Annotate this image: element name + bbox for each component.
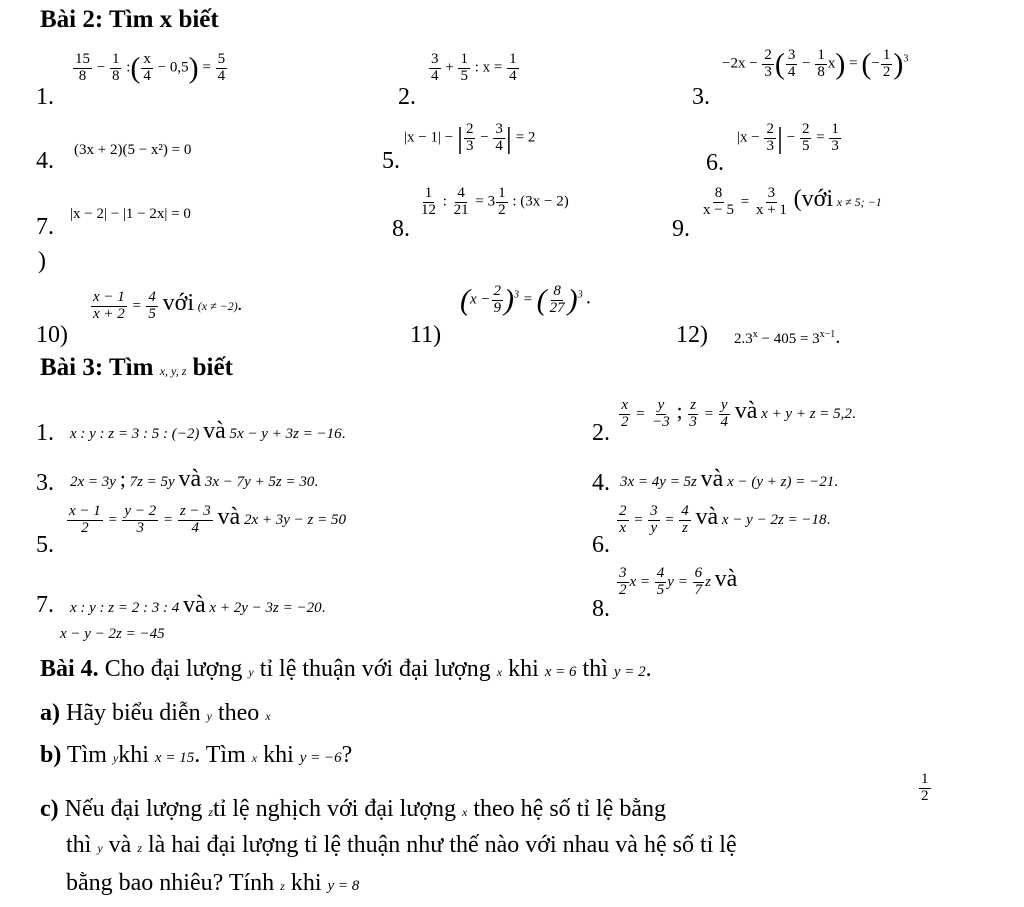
equation-2-6: |x − $\frac{2}{3}$ | − $\frac{2}{5}$ = $\frac{1}{3}$ xyxy=(737,121,839,155)
problem-3-8: $\frac{3}{2}$ x = $\frac{4}{5}$ y = $\frac{6}{7}$ z và xyxy=(619,565,738,599)
item-number: 4. xyxy=(36,148,54,174)
item-number: 7. xyxy=(36,592,54,618)
equation-2-3: −2x − $\frac{2}{3}$ ( $\frac{3}{4}$ − $\frac{1}{8}$ x) = (− $\frac{1}{2}$ )$^3$ xyxy=(722,47,909,81)
item-number: 7. xyxy=(36,214,54,240)
item-number: 4. xyxy=(592,470,610,496)
equation-2-10: $\frac{x - 1}{x + 2}$ = $\frac{4}{5}$ với (x ≠ −2). xyxy=(93,289,243,323)
equation-2-4: (3x + 2)(5 − x²) = 0 xyxy=(74,142,192,158)
item-number: 10) xyxy=(36,322,68,348)
problem-3-5: $\frac{x - 1}{2}$ = $\frac{y - 2}{3}$ = $\frac{z - 3}{4}$ và 2x + 3y − z = 50 xyxy=(69,503,346,537)
item-number: 6. xyxy=(706,150,724,176)
bai4-part-c-line3: bằng bao nhiêu? Tính z khi y = 8 xyxy=(66,870,360,896)
bai4-coefficient: $\frac{1}{2}$ xyxy=(921,771,929,804)
equation-2-8: $\frac{1}{12}$ : $\frac{4}{21}$ = 3 $\frac{1}{2}$ : (3x − 2) xyxy=(421,185,569,218)
item-number: 2. xyxy=(592,420,610,446)
problem-3-4: 3x = 4y = 5z và x − (y + z) = −21. xyxy=(620,466,838,492)
equation-2-1: $\frac{15}{8}$ − $\frac{1}{8}$ :( $\frac{x}{4}$ − 0,5) = $\frac{5}{4}$ xyxy=(75,51,226,85)
item-number: 9. xyxy=(672,216,690,242)
section-title-bai3: Bài 3: Tìm x, y, z biết xyxy=(40,354,233,381)
section-title-bai2: Bài 2: Tìm x biết xyxy=(40,6,219,33)
item-number: 1. xyxy=(36,84,54,110)
item-number: 5. xyxy=(382,148,400,174)
item-number: 11) xyxy=(410,322,442,348)
problem-3-2: $\frac{x}{2}$ = $\frac{y}{-3}$ ; $\frac{z}{3}$ = $\frac{y}{4}$ và x + y + z = 5,2. xyxy=(621,397,856,431)
problem-3-3: 2x = 3y ; 7z = 5y và 3x − 7y + 5z = 30. xyxy=(70,466,319,492)
problem-3-7: x : y : z = 2 : 3 : 4 và x + 2y − 3z = −20. xyxy=(70,592,326,618)
item-number: 5. xyxy=(36,532,54,558)
bai4-line1: Bài 4. Cho đại lượng y tỉ lệ thuận với đại lượng x khi x = 6 thì y = 2. xyxy=(40,656,652,682)
item-number: 8. xyxy=(392,216,410,242)
bai4-part-b: b) Tìm ykhi x = 15. Tìm x khi y = −6? xyxy=(40,742,353,768)
item-number: 6. xyxy=(592,532,610,558)
equation-2-7: |x − 2| − |1 − 2x| = 0 xyxy=(70,206,191,222)
problem-3-1: x : y : z = 3 : 5 : (−2) và 5x − y + 3z = −16. xyxy=(70,418,346,444)
item-number: 8. xyxy=(592,596,610,622)
item-number: 3. xyxy=(692,84,710,110)
bai4-part-c: c) Nếu đại lượng ztỉ lệ nghịch với đại lượng x theo hệ số tỉ lệ bằng xyxy=(40,796,666,822)
equation-2-11: (x − $\frac{2}{9}$ )$^3$ = ( $\frac{8}{27}$ )$^3$ . xyxy=(460,283,592,317)
problem-3-6: $\frac{2}{x}$ = $\frac{3}{y}$ = $\frac{4}{z}$ và x − y − 2z = −18. xyxy=(619,503,831,537)
equation-2-2: $\frac{3}{4}$ + $\frac{1}{5}$ : x = $\frac{1}{4}$ xyxy=(431,51,517,84)
closing-paren: ) xyxy=(38,248,46,274)
bai4-part-c-line2: thì y và z là hai đại lượng tỉ lệ thuận như thế nào với nhau và hệ số tỉ lệ xyxy=(66,832,737,858)
bai4-part-a: a) Hãy biểu diễn y theo x xyxy=(40,700,271,726)
equation-2-12: $2.3^x - 405 = 3^{x-1}$. xyxy=(734,326,841,348)
item-number: 1. xyxy=(36,420,54,446)
item-number: 3. xyxy=(36,470,54,496)
problem-3-7-cont: x − y − 2z = −45 xyxy=(60,626,165,642)
equation-2-9: $\frac{8}{x - 5}$ = $\frac{3}{x + 1}$ (với x ≠ 5; −1 xyxy=(703,185,882,219)
equation-2-5: |x − 1| − | $\frac{2}{3}$ − $\frac{3}{4}$ | = 2 xyxy=(404,121,536,155)
item-number: 12) xyxy=(676,322,708,348)
item-number: 2. xyxy=(398,84,416,110)
